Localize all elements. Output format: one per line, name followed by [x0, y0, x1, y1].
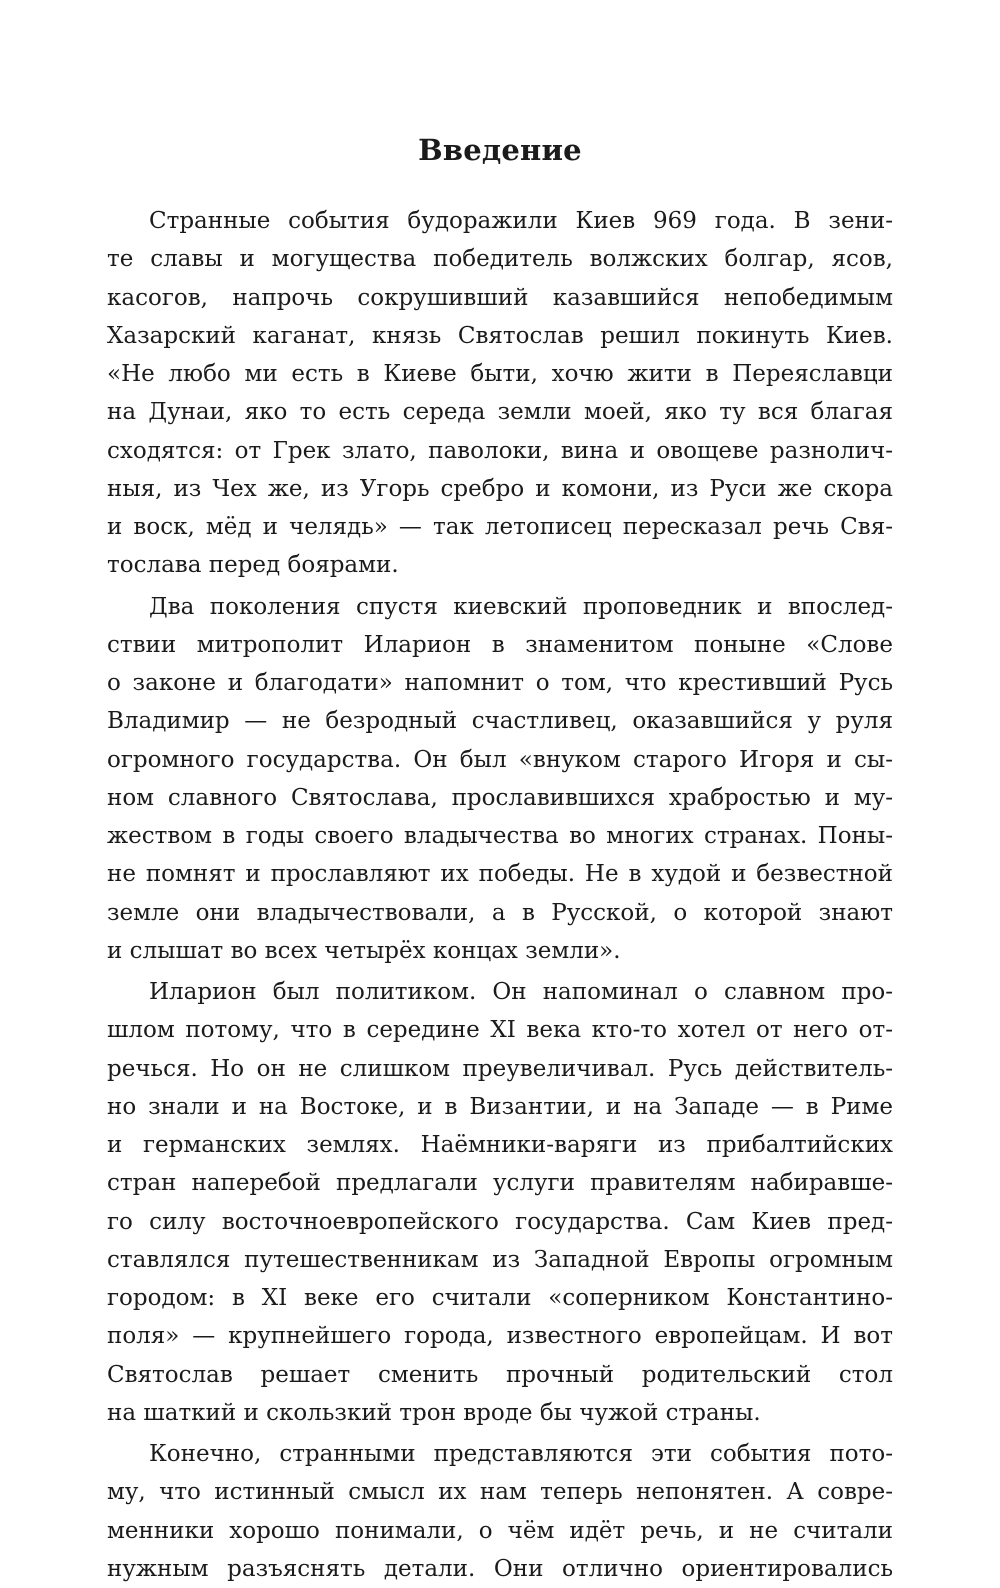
paragraph [107, 588, 893, 971]
text-line: Странные события будоражили Киев 969 года. В зени- [149, 208, 893, 234]
text-line: ном славного Святослава, прославившихся храбростью и му- [107, 784, 893, 811]
text-line: Два поколения спустя киевский проповедник и впослед- [149, 593, 893, 620]
body-text [107, 202, 893, 1588]
text-line: «Не любо ми есть в Киеве быти, хочю жити в Переяславци [107, 361, 893, 387]
text-line: тослава перед боярами. [107, 552, 399, 579]
text-line: Святослав решает сменить прочный родительский стол [107, 1361, 893, 1388]
text-line: менники хорошо понимали, о чём идёт речь, и не считали [107, 1517, 893, 1544]
text-line: речься. Но он не слишком преувеличивал. Русь действитель- [107, 1055, 893, 1082]
text-line: ныя, из Чех же, из Угорь сребро и комони, из Руси же скора [107, 475, 893, 502]
text-line: но знали и на Востоке, и в Византии, и на Западе — в Риме [107, 1093, 893, 1120]
text-line: не помнят и прославляют их победы. Не в худой и безвестной [107, 861, 893, 888]
text-line: Хазарский каганат, князь Святослав решил покинуть Киев. [107, 322, 893, 349]
text-line: Владимир — не безродный счастливец, оказавшийся у руля [107, 708, 893, 735]
text-line: огромного государства. Он был «внуком старого Игоря и сы- [107, 746, 893, 773]
page-title: Введение [418, 133, 582, 167]
text-line: поля» — крупнейшего города, известного европейцам. И вот [107, 1323, 893, 1350]
paragraph [107, 1435, 893, 1588]
text-line: на шаткий и скользкий трон вроде бы чужой страны. [107, 1399, 761, 1426]
text-line: стран наперебой предлагали услуги правителям набиравше- [107, 1170, 893, 1197]
text-line: му, что истинный смысл их нам теперь непонятен. А совре- [107, 1479, 893, 1506]
text-line: Иларион был политиком. Он напоминал о славном про- [149, 979, 893, 1005]
text-line: городом: в XI веке его считали «соперником Константино- [107, 1285, 893, 1311]
text-line: о законе и благодати» напомнит о том, что крестивший Русь [107, 670, 893, 696]
text-line: Конечно, странными представляются эти события пото- [149, 1441, 893, 1467]
text-line: ствии митрополит Иларион в знаменитом поныне «Слове [107, 631, 893, 658]
text-line: и германских землях. Наёмники-варяги из прибалтийских [107, 1132, 893, 1158]
text-line: и слышат во всех четырёх концах земли». [107, 937, 621, 964]
text-line: сходятся: от Грек злато, паволоки, вина и овощеве разнолич- [107, 437, 893, 464]
text-line: го силу восточноевропейского государства. Сам Киев пред- [107, 1208, 893, 1235]
text-line: ставлялся путешественникам из Западной Европы огромным [107, 1246, 893, 1273]
text-line: те славы и могущества победитель волжских болгар, ясов, [107, 246, 893, 273]
text-line: жеством в годы своего владычества во многих странах. Поны- [107, 823, 893, 849]
text-line: касогов, напрочь сокрушивший казавшийся непобедимым [107, 284, 893, 311]
text-line: шлом потому, что в середине XI века кто-то хотел от него от- [107, 1017, 893, 1044]
text-line: и воск, мёд и челядь» — так летописец пересказал речь Свя- [107, 514, 893, 540]
text-line: нужным разъяснять детали. Они отлично ориентировались [107, 1555, 893, 1582]
paragraph [107, 973, 893, 1432]
text-line: на Дунаи, яко то есть середа земли моей, яко ту вся благая [107, 399, 893, 426]
paragraph [107, 202, 893, 585]
text-line: земле они владычествовали, а в Русской, о которой знают [107, 899, 893, 926]
